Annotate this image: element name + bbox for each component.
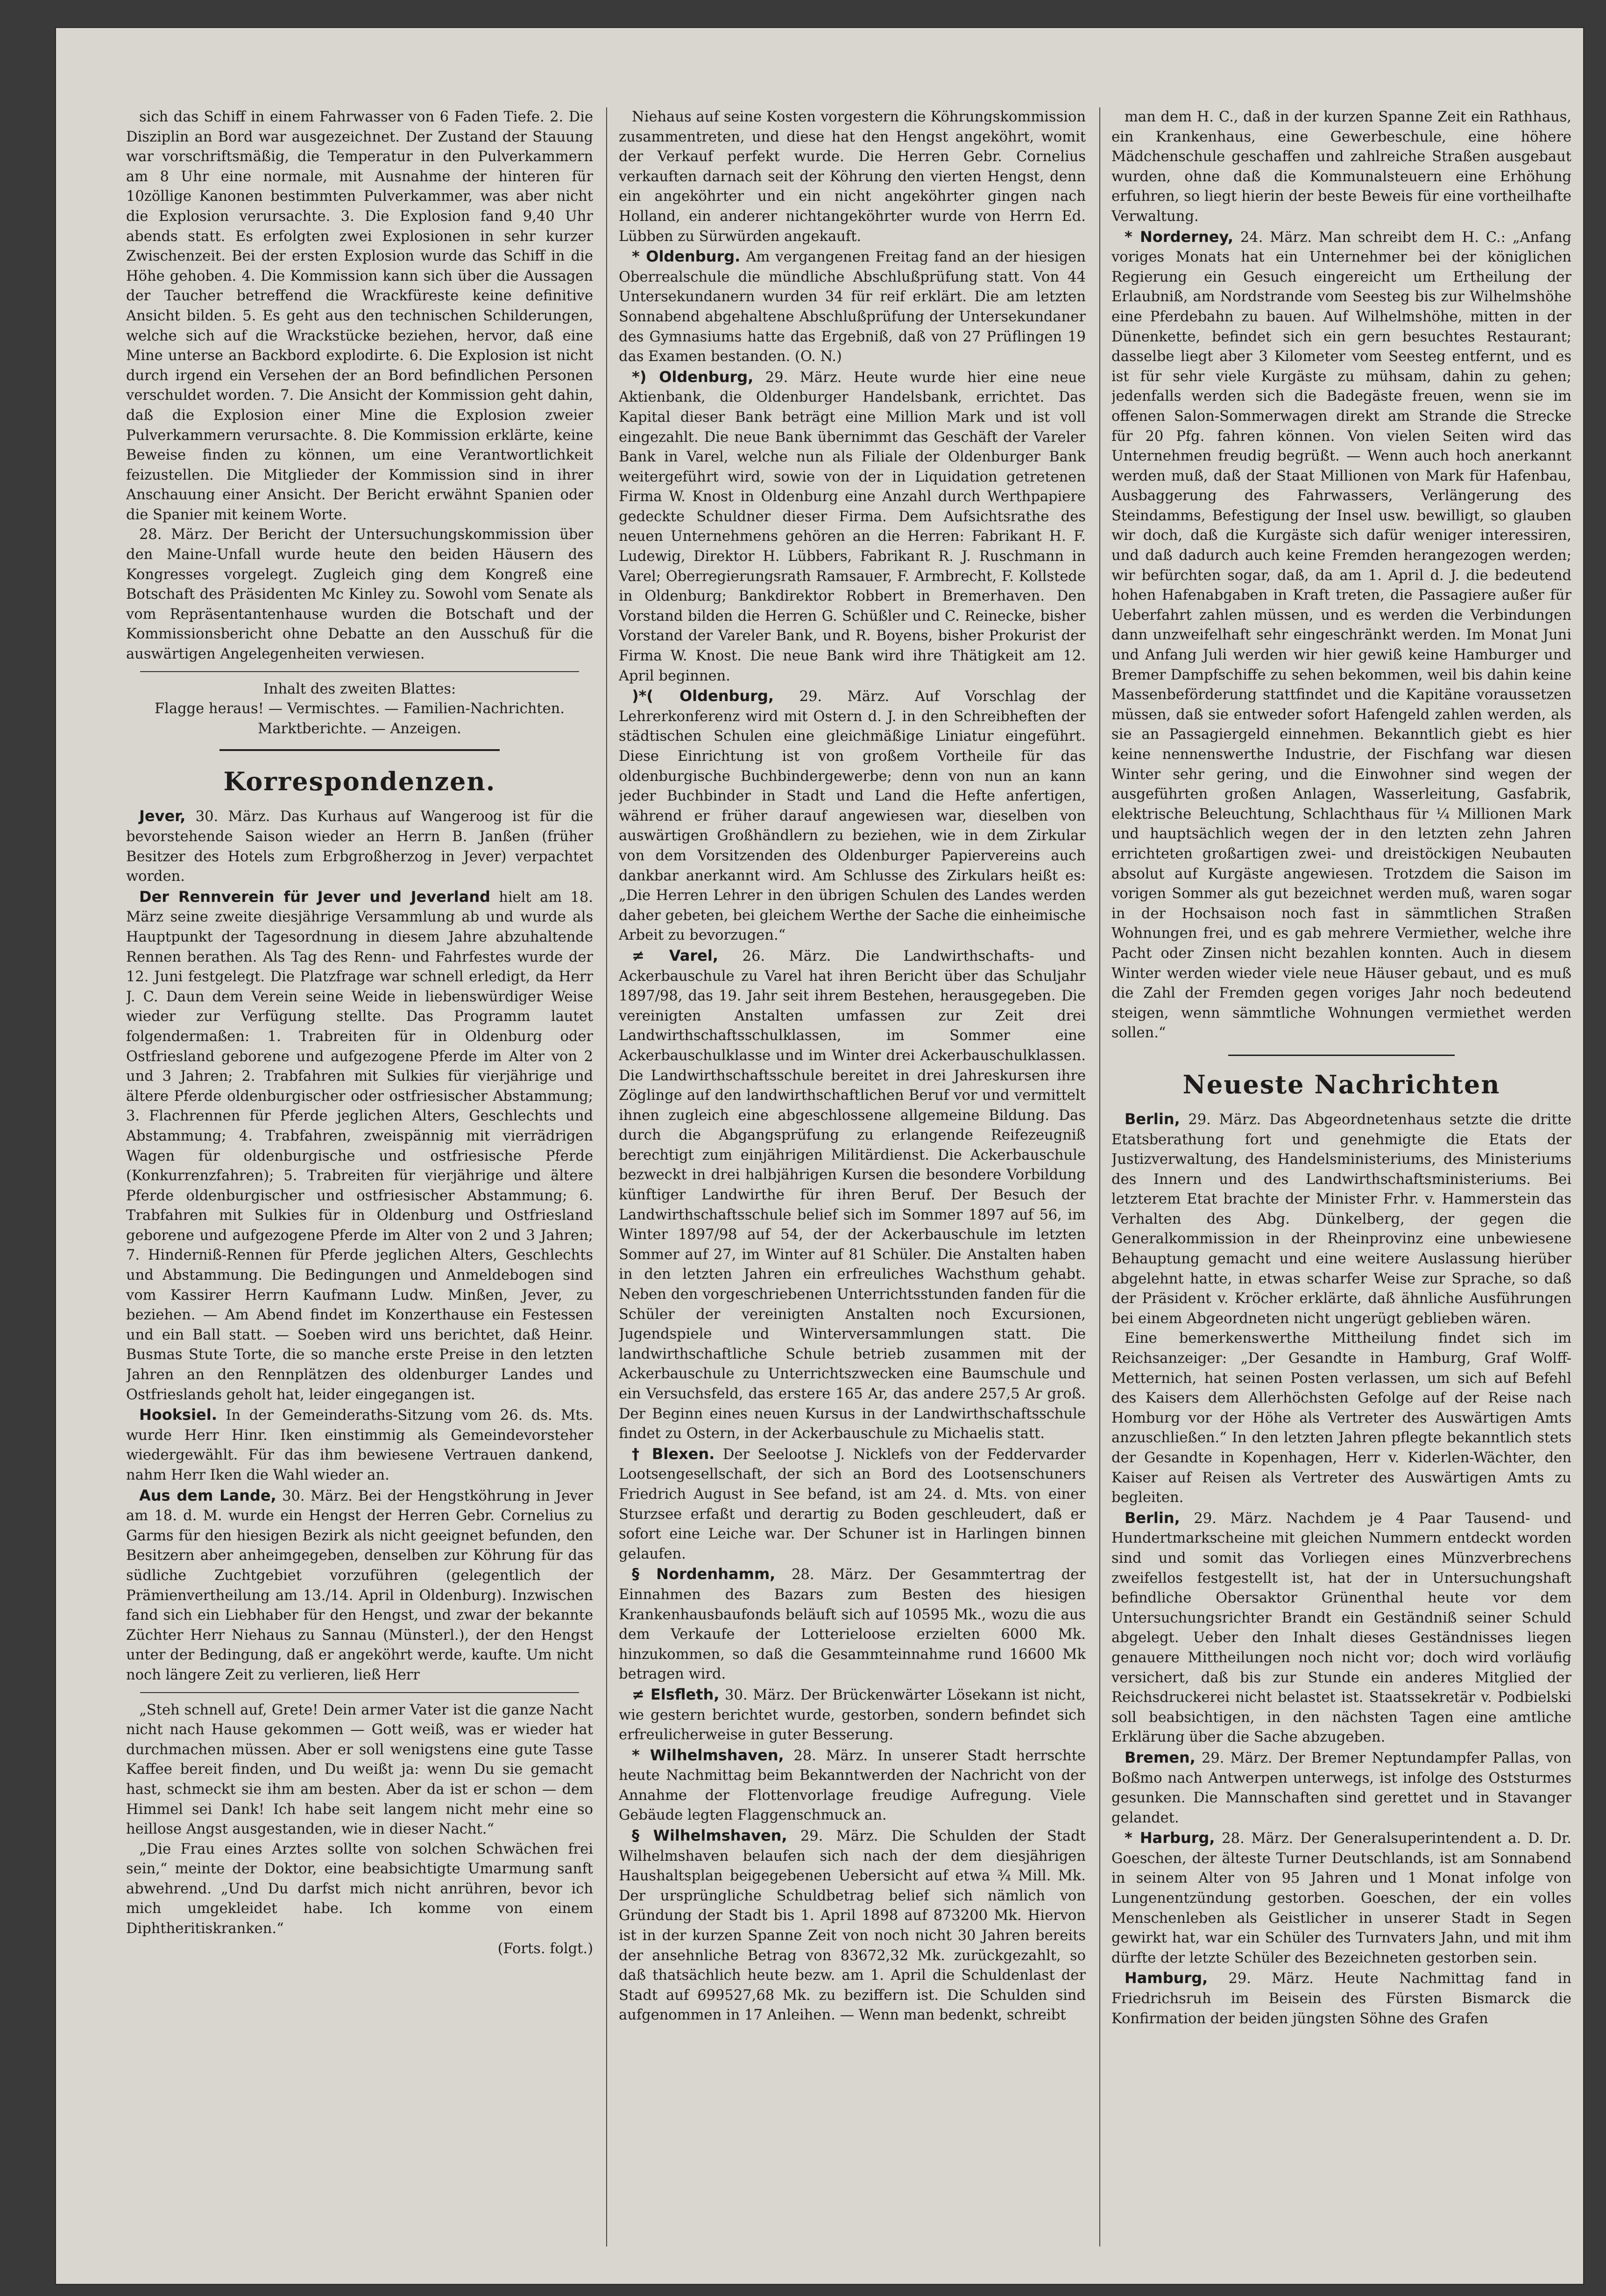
- news-item: [126, 1405, 593, 1485]
- dateline: )*( Oldenburg,: [632, 687, 774, 705]
- news-item: [619, 247, 1086, 367]
- contents-body: Flagge heraus! — Vermischtes. — Familien-Nachrichten. Marktberichte. — Anzeigen.: [154, 701, 565, 737]
- news-text: In der Gemeinderaths-Sitzung vom 26. ds. Mts. wurde Herr Hinr. Iken einstimmig als Gemeindevorsteher wiedergewählt. Für das ihm bewiesene Vertrauen dankend, nahm Herr Iken die Wahl wieder an.: [126, 1407, 593, 1483]
- news-text: 29. März. Der Bremer Neptundampfer Pallas, von Boßmo nach Antwerpen unterwegs, ist infolge des Oststurmes gesunken. Die Mannschaften sind gerettet und in Stavanger gelandet.: [1111, 1750, 1571, 1826]
- column-rule: [606, 107, 607, 2246]
- dateline: § Nordenhamm,: [632, 1565, 776, 1583]
- feuilleton-paragraph: „Steh schnell auf, Grete! Dein armer Vater ist die ganze Nacht nicht nach Hause gekommen — Gott weiß, was er wieder hat durchmachen müssen. Aber er soll wenigstens eine gute Tasse Kaffee bereit finden, und Du weißt ja: wenn Du sie gemacht hast, schmeckt sie ihm am besten. Aber da ist er schon — dem Himmel sei Dank! Ich habe seit langem nicht mehr eine so heillose Angst ausgestanden, wie in dieser Nacht.“: [126, 1701, 593, 1838]
- column-rule: [1099, 107, 1100, 2246]
- news-text: 29. März. Nachdem je 4 Paar Tausend- und Hundertmarkscheine mit gleichen Nummern entdeckt worden sind und somit das Vorliegen eines Münzverbrechens zweifellos festgestellt ist, hat der in Untersuchungshaft befindliche Obersaktor Grünenthal heute vor dem Untersuchungsrichter Brandt ein Geständniß seiner Schuld abgelegt. Ueber den Inhalt dieses Geständnisses liegen genauere Mittheilungen noch nicht vor; doch wird vorläufig versichert, daß bis zur Stunde ein anderes Mitglied der Reichsdruckerei nicht belastet ist. Staatssekretär v. Podbielski soll beabsichtigen, in den nächsten Tagen eine amtliche Erklärung über die Sache abzugeben.: [1111, 1510, 1571, 1746]
- newspaper-page: [56, 28, 1583, 2284]
- news-item: [1111, 227, 1571, 1043]
- column-3: [1111, 107, 1571, 2256]
- divider: [1228, 1055, 1455, 1056]
- article-paragraph: man dem H. C., daß in der kurzen Spanne Zeit ein Rathhaus, ein Krankenhaus, eine Gewerbeschule, eine höhere Mädchenschule geschaffen und zahlreiche Straßen ausgebaut wurden, ohne daß die Kommunalsteuern eine Erhöhung erfuhren, so liegt hierin der beste Beweis für eine vortheilhafte Verwaltung.: [1111, 109, 1571, 225]
- divider: [140, 1692, 579, 1693]
- news-text: 28. März. Der Generalsuperintendent a. D. Dr. Goeschen, der älteste Turner Deutschlands, ist am Sonnabend in seinem Alter von 95 Jahren und 1 Monat infolge von Lungenentzündung gestorben. Goeschen, der ein volles Menschenleben als Geistlicher in unserer Stadt in Segen gewirkt hat, war ein Schüler des Turnvaters Jahn, und mit ihm dürfte der letzte Schüler des Bezeichneten gestorben sein.: [1111, 1830, 1571, 1966]
- news-text: 30. März. Der Brückenwärter Lösekann ist nicht, wie gestern berichtet wurde, gestorben, sondern befindet sich erfreulicherweise in guter Besserung.: [619, 1687, 1086, 1743]
- feuilleton-paragraph: „Die Frau eines Arztes sollte von solchen Schwächen frei sein,“ meinte der Doktor, eine beabsichtigte Umarmung sanft abwehrend. „Und Du darfst mich nicht anrühren, bevor ich mich umgekleidet habe. Ich komme von einem Diphtheritiskranken.“: [126, 1841, 593, 1937]
- divider: [219, 749, 500, 751]
- news-text: 24. März. Man schreibt dem H. C.: „Anfang voriges Monats hat ein Unternehmer bei der königlichen Regierung ein Gesuch eingereicht um Ertheilung der Erlaubniß, am Nordstrande vom Seesteg bis zur Wilhelmshöhe eine Pferdebahn zu bauen. Auf Wilhelmshöhe, mitten in der Dünenkette, befindet sich ein gern besuchtes Restaurant; dasselbe liegt aber 3 Kilometer vom Seesteg entfernt, und es ist für sehr viele Kurgäste zu mühsam, dahin zu gehen; jedenfalls werden sich die Badegäste freuen, wenn sie im offenen Salon-Sommerwagen direkt am Strande die Strecke für 20 Pfg. fahren können. Von vielen Seiten wird das Unternehmen freudig begrüßt. — Wenn auch hoch anerkannt werden muß, daß der Staat Millionen von Mark für Hafenbau, Ausbaggerung des Fahrwassers, Verlängerung des Steindamms, Befestigung der Insel usw. bewilligt, so glauben wir doch, daß die Kurgäste sich dafür weniger interessiren, und daß dadurch auch keine Fremden herangezogen werden; wir befürchten sogar, daß, da am 1. April d. J. die bedeutend hohen Hafenabgaben in Kraft treten, die Passagiere außer für Ueberfahrt zahlen müssen, und es werden die Verbindungen dann unzweifelhaft sehr eingeschränkt werden. Im Monat Juni und Anfang Juli werden wir hier gewiß keine Hamburger und Bremer Dampfschiffe zu sehen bekommen, weil bis dahin keine Massenbeförderung stattfindet und die Kapitäne voraussetzen müssen, daß sie entweder sofort Hafengeld zahlen werden, als sie an Passagiergeld einnehmen. Bekanntlich giebt es hier keine nennenswerthe Industrie, der Fischfang war diesen Winter sehr gering, und die Einwohner sind wegen der ausgeführten großen Anlagen, Wasserleitung, Gasfabrik, elektrische Beleuchtung, Schlachthaus für ¼ Millionen Mark und hauptsächlich wegen der in den letzten zehn Jahren errichteten großartigen zwei- und dreistöckigen Neubauten absolut auf Kurgäste angewiesen. Trotzdem die Saison im vorigen Sommer als gut bezeichnet werden muß, waren sogar in der Hochsaison noch fast in sämmtlichen Straßen Wohnungen frei, und es gab mehrere Vermiether, welche ihre Pacht oder Zinsen nicht bezahlen konnten. Auch in diesem Winter werden wieder viele neue Häuser gebaut, und es muß die Zahl der Fremden gegen voriges Jahr noch bedeutend steigen, wenn sämmtliche Wohnungen vermiethet werden sollen.“: [1111, 229, 1571, 1042]
- news-text: Am vergangenen Freitag fand an der hiesigen Oberrealschule die mündliche Abschlußprüfung statt. Von 44 Untersekundanern wurden 34 für reif erklärt. Die am letzten Sonnabend abgehaltene Abschlußprüfung der Untersekundaner des Gymnasiums hatte das Ergebniß, daß von 27 Prüflingen 19 das Examen bestanden. (O. N.): [619, 249, 1086, 365]
- news-text: 30. März. Bei der Hengstköhrung in Jever am 18. d. M. wurde ein Hengst der Herren Gebr. Cornelius zu Garms für den hiesigen Bezirk als nicht geeignet befunden, den Besitzern aber anheimgegeben, denselben zur Köhrung für das südliche Zuchtgebiet vorzuführen (gelegentlich der Prämienvertheilung am 13./14. April in Oldenburg). Inzwischen fand sich ein Liebhaber für den Hengst, und zwar der bekannte Züchter Herr Niehaus zu Sannau (Münsterl.), der den Hengst unter der Bedingung, daß er angeköhrt werde, kaufte. Um nicht noch längere Zeit zu verlieren, ließ Herr: [126, 1488, 593, 1683]
- news-item: [1111, 1748, 1571, 1828]
- dateline: Jever,: [139, 807, 186, 825]
- news-item: [619, 1685, 1086, 1745]
- news-text: 29. März. Die Schulden der Stadt Wilhelmshaven belaufen sich nach der dem diesjährigen Haushaltsplan beigegebenen Uebersicht auf etwa ¾ Mill. Mk. Der ursprüngliche Schuldbetrag belief sich nämlich von Gründung der Stadt bis 1. April 1898 auf 873200 Mk. Hiervon ist in der kurzen Spanne Zeit von noch nicht 30 Jahren bereits der ansehnliche Betrag von 83672,32 Mk. zurückgezahlt, so daß thatsächlich heute bezw. am 1. April die Schuldenlast der Stadt auf 699527,68 Mk. zu beziffern ist. Die Schulden sind aufgenommen in 17 Anleihen. — Wenn man bedenkt, schreibt: [619, 1828, 1086, 2024]
- dateline: ≠ Varel,: [632, 946, 719, 964]
- news-item: [619, 686, 1086, 946]
- dateline: * Harburg,: [1125, 1829, 1215, 1847]
- news-item: [1111, 1109, 1571, 1329]
- dateline: § Wilhelmshaven,: [632, 1827, 787, 1845]
- dateline: Hooksiel.: [139, 1406, 217, 1424]
- dateline: Bremen,: [1125, 1748, 1196, 1766]
- news-item: [619, 1564, 1086, 1685]
- news-item: [619, 1745, 1086, 1826]
- news-text: 26. März. Die Landwirthschafts- und Ackerbauschule zu Varel hat ihren Bericht über das Schuljahr 1897/98, das 19. Jahr seit ihrem Bestehen, herausgegeben. Die vereinigten Anstalten umfassen zur Zeit drei Landwirthschaftsschulklassen, im Sommer eine Ackerbauschulklasse und im Winter drei Ackerbauschulklassen. Die Landwirthschaftsschule bereitet in drei Jahreskursen ihre Zöglinge auf den landwirthschaftlichen Beruf vor und vermittelt ihnen zugleich eine abgeschlossene allgemeine Bildung. Das durch die Abgangsprüfung zu erlangende Reifezeugniß berechtigt zum einjährigen Militärdienst. Die Ackerbauschule bezweckt in drei halbjährigen Kursen die besondere Vorbildung künftiger Landwirthe für ihren Beruf. Der Besuch der Landwirthschaftsschule belief sich im Sommer 1897 auf 56, im Winter 1897/98 auf 54, der der Ackerbauschule im letzten Sommer auf 27, im Winter auf 81 Schüler. Die Anstalten haben in den letzten Jahren ein erfreuliches Wachsthum gehabt. Neben den vorgeschriebenen Unterrichtsstunden fanden für die Schüler der vereinigten Anstalten noch Excursionen, Jugendspiele und Winterversammlungen statt. Die landwirthschaftliche Schule betrieb zusammen mit der Ackerbauschule zu Unterrichtszwecken eine Baumschule und ein Versuchsfeld, das erstere 165 Ar, das andere 257,5 Ar groß. Der Beginn eines neuen Kursus in der Landwirthschaftsschule findet zu Ostern, in der Ackerbauschule zu Michaelis statt.: [619, 948, 1086, 1442]
- dateline: Hamburg,: [1125, 1969, 1208, 1987]
- news-item: [1111, 1968, 1571, 2029]
- column-2: [619, 107, 1086, 2256]
- news-text: 29. März. Das Abgeordnetenhaus setzte die dritte Etatsberathung fort und genehmigte die Etats der Justizverwaltung, des Handelsministeriums, des Ministeriums des Innern und des Landwirthschaftsministeriums. Bei letzterem Etat brachte der Minister Frhr. v. Hammerstein das Verhalten des Abg. Dünkelberg, der gegen die Generalkommission in der Rheinprovinz eine unbewiesene Behauptung gemacht und eine weitere Auslassung hierüber abgelehnt hatte, in etwas scharfer Weise zur Sprache, so daß der Präsident v. Kröcher erklärte, daß ähnliche Ausführungen bei einem Abgeordneten nicht ungerügt geblieben wären.: [1111, 1111, 1571, 1327]
- news-text: 29. März. Heute wurde hier eine neue Aktienbank, die Oldenburger Handelsbank, errichtet. Das Kapital dieser Bank beträgt eine Million Mark und ist voll eingezahlt. Die neue Bank übernimmt das Geschäft der Vareler Bank in Varel, welche nun als Filiale der Oldenburger Bank weitergeführt wird, sowie von der in Liquidation getretenen Firma W. Knost in Oldenburg eine Anzahl durch Werthpapiere gedeckte Schuldner dieser Firma. Dem Aufsichtsrathe des neuen Unternehmens gehören an die Herren: Fabrikant H. F. Ludewig, Direktor H. Lübbers, Fabrikant R. J. Ruschmann in Varel; Oberregierungsrath Ramsauer, F. Armbrecht, F. Kollstede in Oldenburg; Bankdirektor Robbert in Bremerhaven. Den Vorstand bilden die Herren G. Schüßler und C. Reinecke, bisher Vorstand der Vareler Bank, und R. Boyens, bisher Prokurist der Firma W. Knost. Die neue Bank wird ihre Thätigkeit am 12. April beginnen.: [619, 369, 1086, 684]
- dateline: ≠ Elsfleth,: [632, 1685, 720, 1703]
- column-1: [126, 107, 593, 2256]
- dateline: * Norderney,: [1125, 227, 1234, 246]
- section-title: Neueste Nachrichten: [1182, 1069, 1500, 1099]
- article-paragraph: Eine bemerkenswerthe Mittheilung findet sich im Reichsanzeiger: „Der Gesandte in Hamburg, Graf Wolff-Metternich, hat seinen Posten verlassen, um sich auf Befehl des Kaisers dem Allerhöchsten Gefolge auf der Reise nach Homburg vor der Höhe als Vertreter des Auswärtigen Amts anzuschließen.“ In den letzten Jahren pflegte bekanntlich stets der Gesandte in Kopenhagen, Herr v. Kiderlen-Wächter, den Kaiser auf Reisen als Vertreter des Auswärtigen Amts zu begleiten.: [1111, 1330, 1571, 1506]
- dateline: Der Rennverein für Jever und Jeverland: [139, 887, 490, 906]
- news-item: [126, 806, 593, 886]
- news-item: [1111, 1508, 1571, 1748]
- dateline: *) Oldenburg,: [632, 368, 754, 386]
- news-text: hielt am 18. März seine zweite diesjährige Versammlung ab und wurde als Hauptpunkt der Tagesordnung in diesem Jahre abzuhaltende Rennen berathen. Als Tag des Renn- und Fahrfestes wurde der 12. Juni festgelegt. Die Platzfrage war schnell erledigt, da Herr J. C. Daun dem Verein seine Weide in liebenswürdiger Weise wieder zur Verfügung stellte. Das Programm lautet folgendermaßen: 1. Trabreiten für in Oldenburg oder Ostfriesland geborene und aufgezogene Pferde im Alter von 2 und 3 Jahren; 2. Trabfahren mit Sulkies für vierjährige und ältere Pferde oldenburgischer oder ostfriesischer Abstammung; 3. Flachrennen für Pferde jeglichen Alters, Geschlechts und Abstammung; 4. Trabfahren, zweispännig mit vierrädrigen Wagen für oldenburgische und ostfriesische Pferde (Konkurrenzfahren); 5. Trabreiten für vierjährige und ältere Pferde oldenburgischer und ostfriesischer Abstammung; 6. Trabfahren mit Sulkies für in Oldenburg und Ostfriesland geborene und aufgezogene Pferde im Alter von 2 und 3 Jahren; 7. Hinderniß-Rennen für Pferde jeglichen Alters, Geschlechts und Abstammung. Die Bedingungen und Anmeldebogen sind vom Kassirer Herrn Kaufmann Ludw. Minßen, Jever, zu beziehen. — Am Abend findet im Konzerthause ein Festessen und ein Ball statt. — Soeben wird uns berichtet, daß Heinr. Busmas Stute Torte, die so manche erste Preise in den letzten Jahren an den Rennplätzen des oldenburger Landes und Ostfrieslands geholt hat, leider eingegangen ist.: [126, 889, 593, 1403]
- divider: [140, 671, 579, 672]
- news-item: [619, 367, 1086, 687]
- news-text: 29. März. Auf Vorschlag der Lehrerkonferenz wird mit Ostern d. J. in den Schreibheften der städtischen Schulen eine gleichmäßige Liniatur eingeführt. Diese Einrichtung ist von großem Vortheile für das oldenburgische Buchbindergewerbe; denn von nun an kann jeder Buchbinder in Stadt und Land die Hefte anfertigen, während er früher darauf angewiesen war, dieselben von auswärtigen Großhändlern zu beziehen, wie in dem Zirkular von dem Vorsitzenden des Oldenburger Papiervereins auch dankbar anerkannt wird. Am Schlusse des Zirkulars heißt es: „Die Herren Lehrer in den übrigen Schulen des Landes werden daher gebeten, bei gleichem Werthe der Sache die einheimische Arbeit zu bevorzugen.“: [619, 688, 1086, 944]
- dateline: Aus dem Lande,: [139, 1486, 276, 1504]
- news-item: [126, 887, 593, 1405]
- dateline: † Blexen.: [632, 1445, 715, 1463]
- news-text: Der Seelootse J. Nicklefs von der Feddervarder Lootsengesellschaft, der sich an Bord des Lootsenschuners Friedrich August in See befand, ist am 24. d. Mts. von einer Sturzsee erfaßt und derartig zu Boden geschleudert, daß er sofort eine Leiche war. Der Schuner ist in Harlingen binnen gelaufen.: [619, 1446, 1086, 1562]
- dateline: * Wilhelmshaven,: [632, 1746, 784, 1764]
- article-paragraph: Niehaus auf seine Kosten vorgestern die Köhrungskommission zusammentreten, und diese hat den Hengst angeköhrt, womit der Verkauf perfekt wurde. Die Herren Gebr. Cornelius verkauften darnach seit der Köhrung den vierten Hengst, denn ein angeköhrter und ein nicht angeköhrter gingen nach Holland, ein anderer nichtangeköhrter wurde von Herrn Ed. Lübben zu Sürwürden angekauft.: [619, 109, 1086, 245]
- news-item: [619, 1826, 1086, 2026]
- news-item: [1111, 1828, 1571, 1968]
- news-text: 28. März. Der Gesammtertrag der Einnahmen des Bazars zum Besten des hiesigen Krankenhausbaufonds beläuft sich auf 10595 Mk., wozu die aus dem Verkaufe der Lotterieloose erzielten 6000 Mk. hinzukommen, so daß die Gesammteinnahme rund 16600 Mk betragen wird.: [619, 1566, 1086, 1683]
- article-paragraph: sich das Schiff in einem Fahrwasser von 6 Faden Tiefe. 2. Die Disziplin an Bord war ausgezeichnet. Der Zustand der Stauung war vorschriftsmäßig, die Temperatur in den Pulverkammern am 8 Uhr eine normale, mit Ausnahme der hinteren für 10zöllige Kanonen bestimmten Pulverkammer, was aber nicht die Explosion verursachte. 3. Die Explosion fand 9,40 Uhr abends statt. Es erfolgten zwei Explosionen in sehr kurzer Zwischenzeit. Bei der ersten Explosion wurde das Schiff in die Höhe gehoben. 4. Die Kommission kann sich über die Aussagen der Taucher betreffend die Wrackfüreste keine definitive Ansicht bilden. 5. Es geht aus den technischen Schilderungen, welche sich auf die Wrackstücke beziehen, hervor, daß eine Mine unterse an Backbord explodirte. 6. Die Explosion ist nicht durch irgend ein Versehen der an Bord befindlichen Personen verschuldet worden. 7. Die Ansicht der Kommission geht dahin, daß die Explosion einer Mine die Explosion zweier Pulverkammern verursachte. 8. Die Kommission erklärte, keine Beweise finden zu können, um eine Verantwortlichkeit feizustellen. Die Mitglieder der Kommission sind in ihrer Anschauung einer Ansicht. Der Bericht erwähnt Spanien oder die Spanier mit keinem Worte.: [126, 109, 593, 523]
- continuation-note: (Forts. folgt.): [497, 1940, 593, 1957]
- section-title: Korrespondenzen.: [223, 766, 496, 797]
- dateline: Berlin,: [1125, 1509, 1180, 1527]
- news-item: [619, 946, 1086, 1444]
- dateline: Berlin,: [1125, 1110, 1180, 1128]
- news-item: [619, 1444, 1086, 1565]
- news-item: [126, 1486, 593, 1686]
- dateline: * Oldenburg.: [632, 248, 741, 266]
- news-text: 29. März. Heute Nachmittag fand in Friedrichsruh im Beisein des Fürsten Bismarck die Konfirmation der beiden jüngsten Söhne des Grafen: [1111, 1970, 1571, 2027]
- news-text: 28. März. In unserer Stadt herrschte heute Nachmittag beim Bekanntwerden der Nachricht von der Annahme der Flottenvorlage freudige Aufregung. Viele Gebäude legten Flaggenschmuck an.: [619, 1747, 1086, 1824]
- contents-title: Inhalt des zweiten Blattes:: [263, 680, 456, 697]
- article-paragraph: 28. März. Der Bericht der Untersuchungskommission über den Maine-Unfall wurde heute den beiden Häusern des Kongresses vorgelegt. Zugleich ging dem Kongreß eine Botschaft des Präsidenten Mc Kinley zu. Sowohl vom Senate als vom Repräsentantenhause wurden die Botschaft und der Kommissionsbericht ohne Debatte an den Ausschuß für die auswärtigen Angelegenheiten verwiesen.: [126, 526, 593, 663]
- news-text: 30. März. Das Kurhaus auf Wangeroog ist für die bevorstehende Saison wieder an Herrn B. Janßen (früher Besitzer des Hotels zum Erbgroßherzog in Jever) verpachtet worden.: [126, 808, 593, 885]
